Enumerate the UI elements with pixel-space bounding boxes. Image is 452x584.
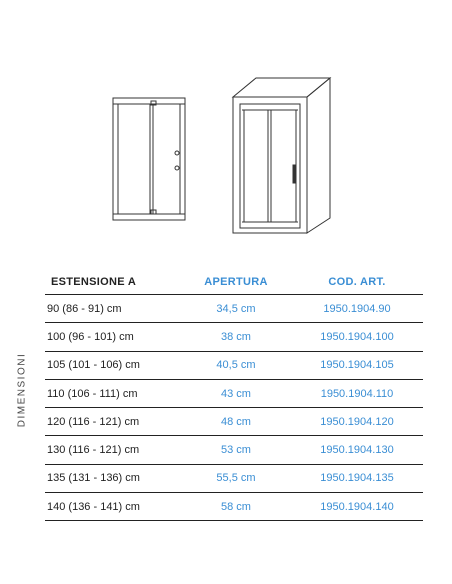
cell-apertura: 38 cm [181,323,291,351]
cell-apertura: 58 cm [181,493,291,521]
cell-codice: 1950.1904.120 [291,408,423,436]
table-row [45,493,423,521]
product-drawings [0,0,452,240]
perspective-view-drawing [233,78,330,233]
side-label-dimensioni: DIMENSIONI [16,352,28,428]
cell-apertura: 53 cm [181,436,291,464]
table-row [45,351,423,379]
cell-estensione: 110 (106 - 111) cm [45,379,181,407]
cell-codice: 1950.1904.140 [291,493,423,521]
cell-apertura: 43 cm [181,379,291,407]
cell-estensione: 140 (136 - 141) cm [45,493,181,521]
cell-estensione: 100 (96 - 101) cm [45,323,181,351]
cell-estensione: 135 (131 - 136) cm [45,464,181,492]
cell-estensione: 90 (86 - 91) cm [45,295,181,323]
dimensions-table [45,270,423,521]
table-row [45,408,423,436]
table-header-row [45,270,423,295]
table-row [45,436,423,464]
cell-apertura: 40,5 cm [181,351,291,379]
header-estensione: ESTENSIONE A [45,270,181,295]
cell-estensione: 120 (116 - 121) cm [45,408,181,436]
cell-apertura: 48 cm [181,408,291,436]
cell-codice: 1950.1904.110 [291,379,423,407]
header-apertura: APERTURA [181,270,291,295]
cell-estensione: 105 (101 - 106) cm [45,351,181,379]
cell-apertura: 34,5 cm [181,295,291,323]
cell-estensione: 130 (116 - 121) cm [45,436,181,464]
front-view-drawing [113,98,185,220]
table-row [45,379,423,407]
cell-apertura: 55,5 cm [181,464,291,492]
table-row [45,464,423,492]
cell-codice: 1950.1904.100 [291,323,423,351]
table-row [45,323,423,351]
header-cod-art: COD. ART. [291,270,423,295]
cell-codice: 1950.1904.105 [291,351,423,379]
cell-codice: 1950.1904.130 [291,436,423,464]
table-row [45,295,423,323]
cell-codice: 1950.1904.90 [291,295,423,323]
cell-codice: 1950.1904.135 [291,464,423,492]
